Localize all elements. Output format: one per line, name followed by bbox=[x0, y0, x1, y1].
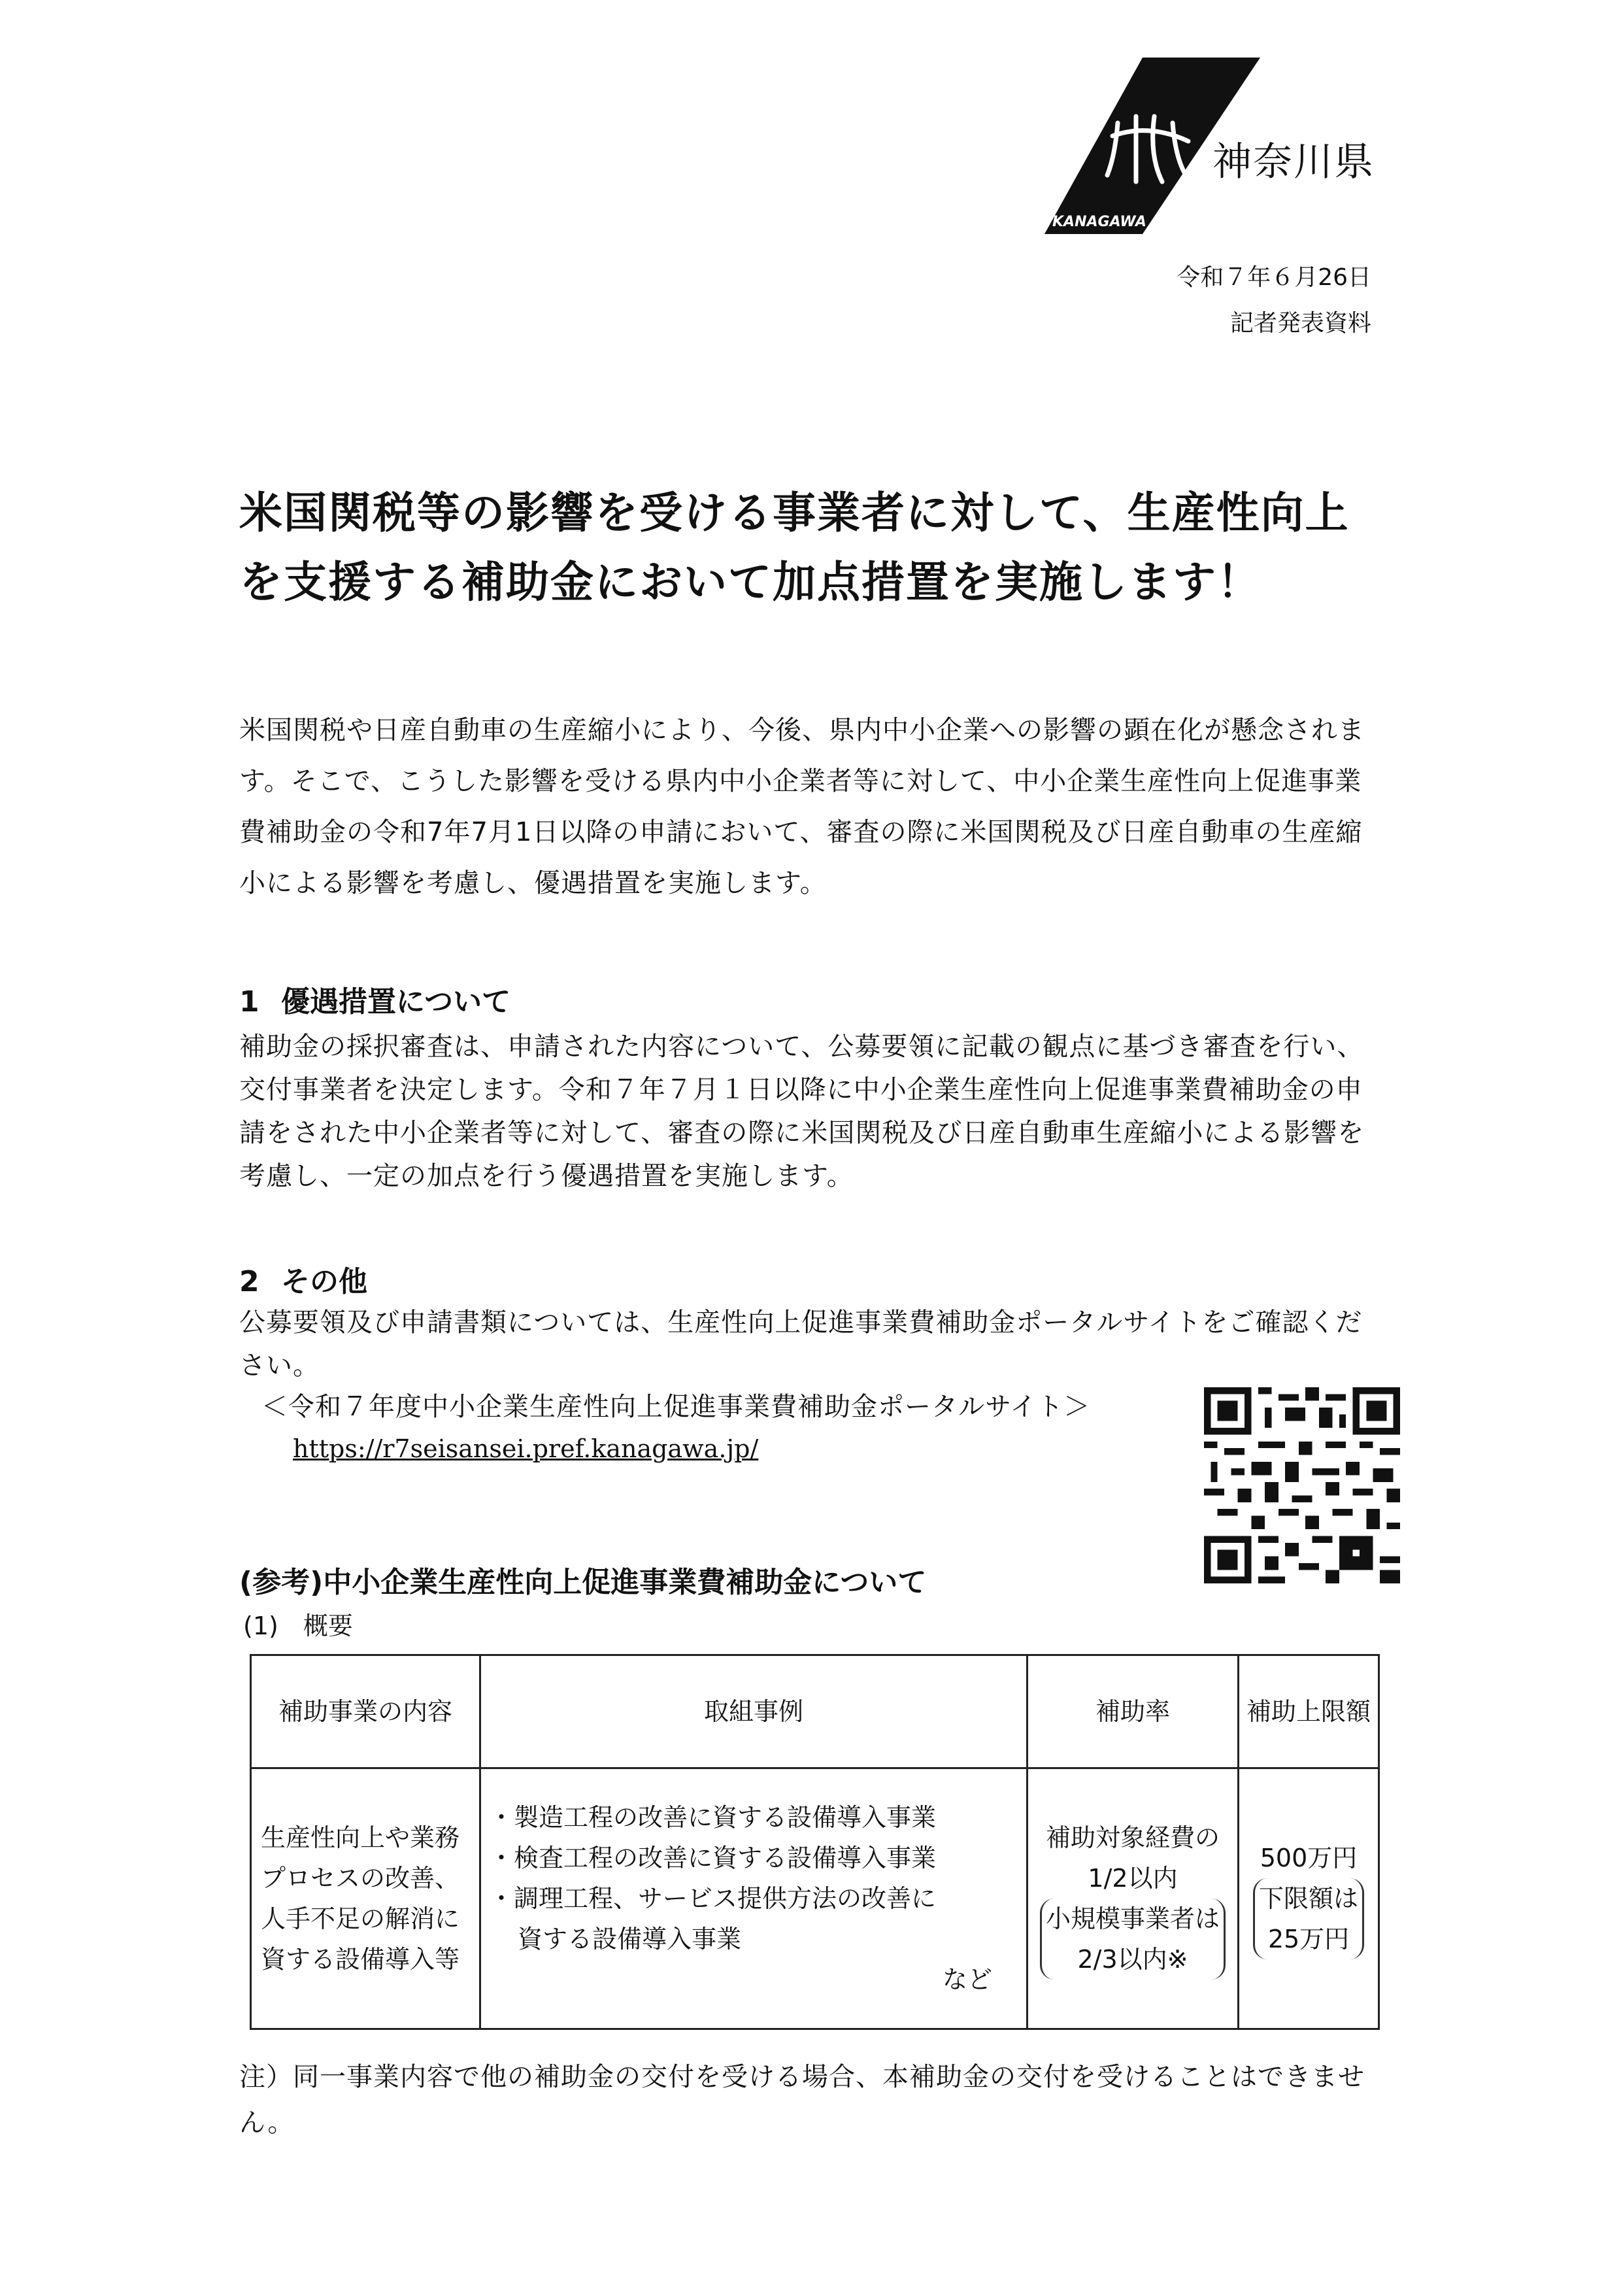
portal-site-title: ＜令和７年度中小企業生産性向上促進事業費補助金ポータルサイト＞ bbox=[261, 1392, 1091, 1422]
section-number: 2 bbox=[239, 1265, 259, 1298]
subsidy-content-cell: 生産性向上や業務プロセスの改善、人手不足の解消に資する設備導入等 bbox=[251, 1768, 480, 2029]
table-header-cell: 取組事例 bbox=[480, 1655, 1028, 1768]
prefecture-name: 神奈川県 bbox=[1212, 139, 1375, 185]
rate-value: 1/2以内 bbox=[1088, 1864, 1178, 1893]
document-type: 記者発表資料 bbox=[1229, 310, 1371, 337]
reference-heading: (参考)中小企業生産性向上促進事業費補助金について bbox=[239, 1566, 927, 1599]
table-header-cell: 補助事業の内容 bbox=[251, 1655, 480, 1768]
section-number: 1 bbox=[239, 985, 259, 1019]
subsidy-rate-cell bbox=[1028, 1768, 1239, 2029]
section-title: その他 bbox=[281, 1265, 367, 1298]
examples-cell bbox=[480, 1768, 1028, 2029]
lower-limit-label: 下限額は bbox=[1258, 1884, 1358, 1913]
portal-site-link[interactable]: https://r7seisansei.pref.kanagawa.jp/ bbox=[293, 1434, 759, 1463]
qr-code-icon[interactable] bbox=[1204, 1387, 1400, 1583]
table-row bbox=[251, 1768, 1379, 2029]
table-header-cell: 補助上限額 bbox=[1239, 1655, 1379, 1768]
examples-etc: など bbox=[942, 1965, 992, 1994]
small-business-value: 2/3以内※ bbox=[1077, 1945, 1188, 1974]
section-2-heading bbox=[239, 1258, 367, 1300]
lower-limit bbox=[1253, 1878, 1364, 1959]
example-item: ・製造工程の改善に資する設備導入事業 bbox=[489, 1803, 937, 1832]
small-business-rate bbox=[1040, 1899, 1226, 1980]
rate-main: 補助対象経費の bbox=[1045, 1823, 1220, 1852]
small-business-label: 小規模事業者は bbox=[1045, 1904, 1220, 1933]
release-date: 令和７年６月26日 bbox=[1177, 264, 1371, 291]
footnote: 注）同一事業内容で他の補助金の交付を受ける場合、本補助金の交付を受けることはできません。 bbox=[239, 2062, 1365, 2138]
example-item-continued: 資する設備導入事業 bbox=[518, 1925, 742, 1953]
overview-subheading: (1) 概要 bbox=[243, 1612, 353, 1640]
intro-paragraph: 米国関税や日産自動車の生産縮小により、今後、県内中小企業への影響の顕在化が懸念されます。そこで、こうした影響を受ける県内中小企業者等に対して、中小企業生産性向上促進事業費補助金の令和7年7月1日以降の申請において、審査の際に米国関税及び日産自動車の生産縮小による影響を考慮し、優遇措置を実施します。 bbox=[239, 715, 1365, 898]
section-1-heading bbox=[239, 978, 510, 1020]
logo-text: KANAGAWA bbox=[1052, 214, 1146, 230]
limit-main: 500万円 bbox=[1260, 1844, 1358, 1872]
example-item: ・調理工程、サービス提供方法の改善に bbox=[489, 1884, 937, 1913]
example-item: ・検査工程の改善に資する設備導入事業 bbox=[489, 1844, 937, 1872]
subsidy-overview-table bbox=[250, 1654, 1380, 2030]
lower-limit-value: 25万円 bbox=[1267, 1925, 1350, 1953]
section-1-text: 補助金の採択審査は、申請された内容について、公募要領に記載の観点に基づき審査を行い、交付事業者を決定します。令和７年７月１日以降に中小企業生産性向上促進事業費補助金の申請をされた中小企業者等に対して、審査の際に米国関税及び日産自動車生産縮小による影響を考慮し、一定の加点を行う優遇措置を実施します。 bbox=[239, 1032, 1365, 1191]
section-2-body: 公募要領及び申請書類については、生産性向上促進事業費補助金ポータルサイトをご確認ください。 bbox=[239, 1308, 1363, 1381]
section-1-body bbox=[239, 1025, 1377, 1198]
table-header-cell: 補助率 bbox=[1028, 1655, 1239, 1768]
table-header-row bbox=[251, 1655, 1379, 1768]
page-title: 米国関税等の影響を受ける事業者に対して、生産性向上を支援する補助金において加点措置を実施します！ bbox=[239, 488, 1350, 607]
subsidy-limit-cell bbox=[1239, 1768, 1379, 2029]
section-title: 優遇措置について bbox=[281, 985, 511, 1019]
